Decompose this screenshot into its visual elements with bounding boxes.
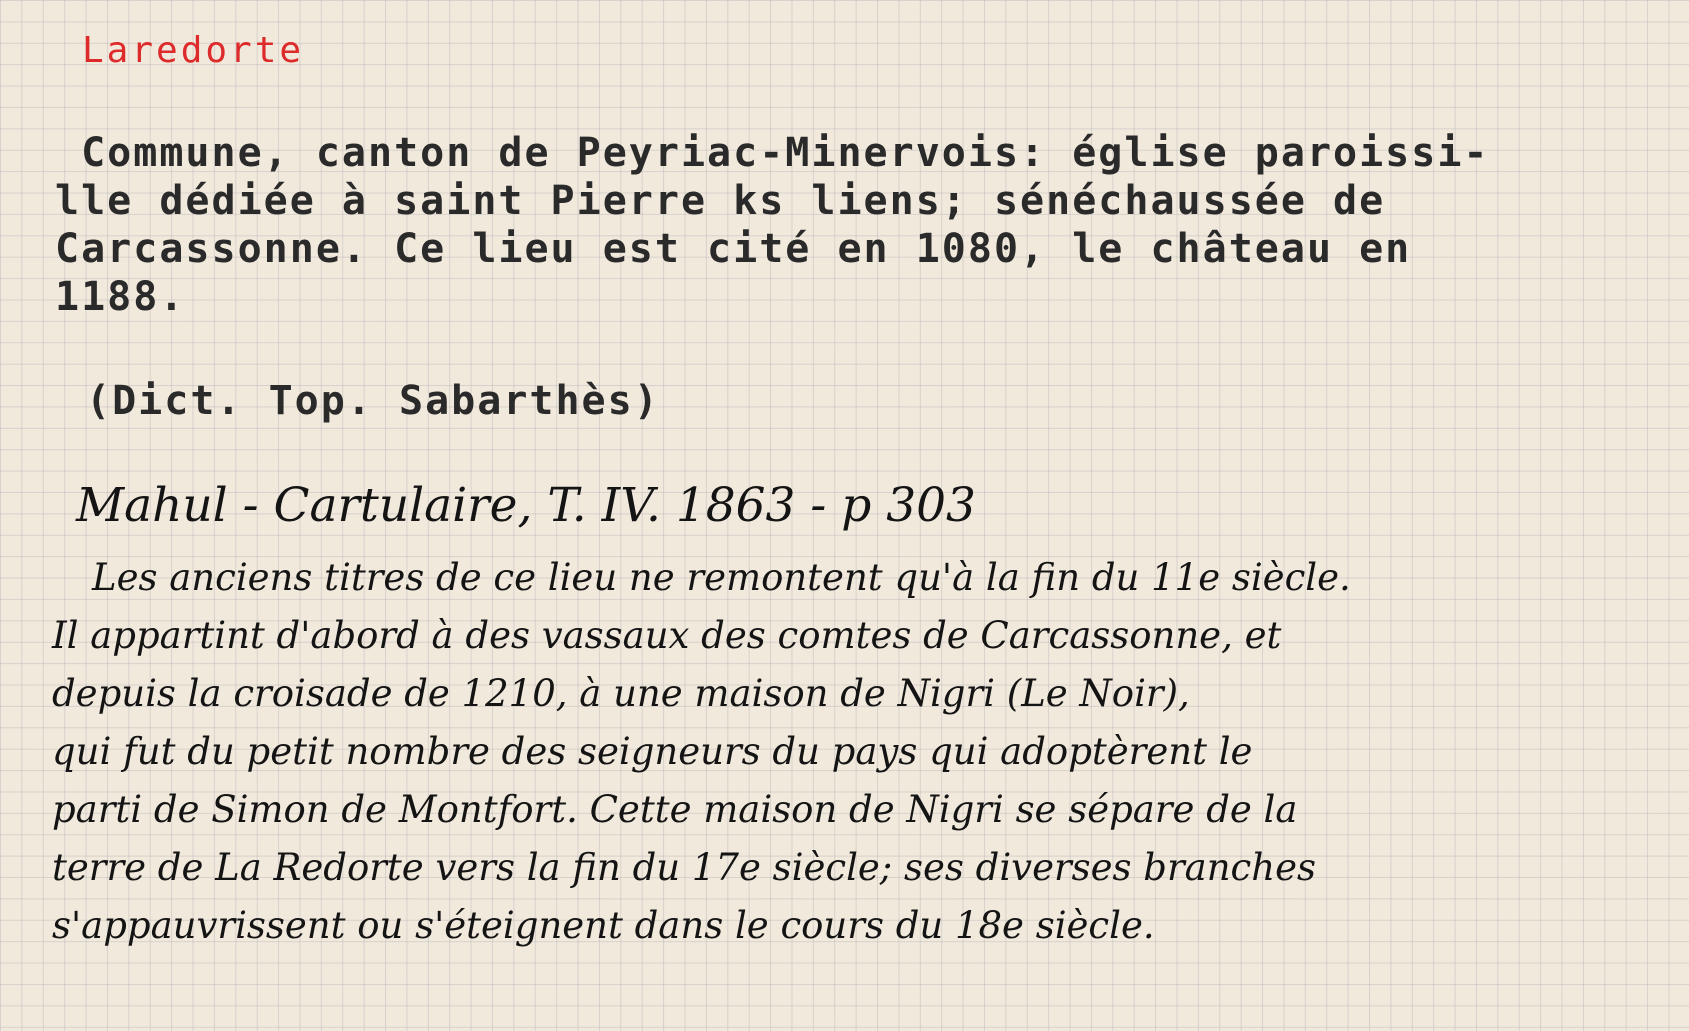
handwritten-line-7: s'appauvrissent ou s'éteignent dans le cours du 18e siècle. [52,904,1155,947]
typed-line-1: Commune, canton de Peyriac-Minervois: église paroissi- [55,130,1490,176]
typed-line-2: lle dédiée à saint Pierre ks liens; sénéchaussée de [55,178,1386,224]
handwritten-line-2: Il appartint d'abord à des vassaux des comtes de Carcassonne, et [52,614,1282,657]
typed-line-3: Carcassonne. Ce lieu est cité en 1080, le château en [55,226,1412,272]
source-reference: (Dict. Top. Sabarthès) [86,378,660,424]
typed-line-4: 1188. [55,274,186,320]
handwritten-line-6: terre de La Redorte vers la fin du 17e siècle; ses diverses branches [52,846,1316,889]
handwritten-heading: Mahul - Cartulaire, T. IV. 1863 - p 303 [76,478,976,533]
handwritten-line-4: qui fut du petit nombre des seigneurs du pays qui adoptèrent le [52,730,1253,773]
card-title: Laredorte [82,30,305,71]
handwritten-line-3: depuis la croisade de 1210, à une maison de Nigri (Le Noir), [52,672,1190,715]
handwritten-line-1: Les anciens titres de ce lieu ne remontent qu'à la fin du 11e siècle. [92,556,1351,599]
handwritten-line-5: parti de Simon de Montfort. Cette maison de Nigri se sépare de la [52,788,1298,831]
